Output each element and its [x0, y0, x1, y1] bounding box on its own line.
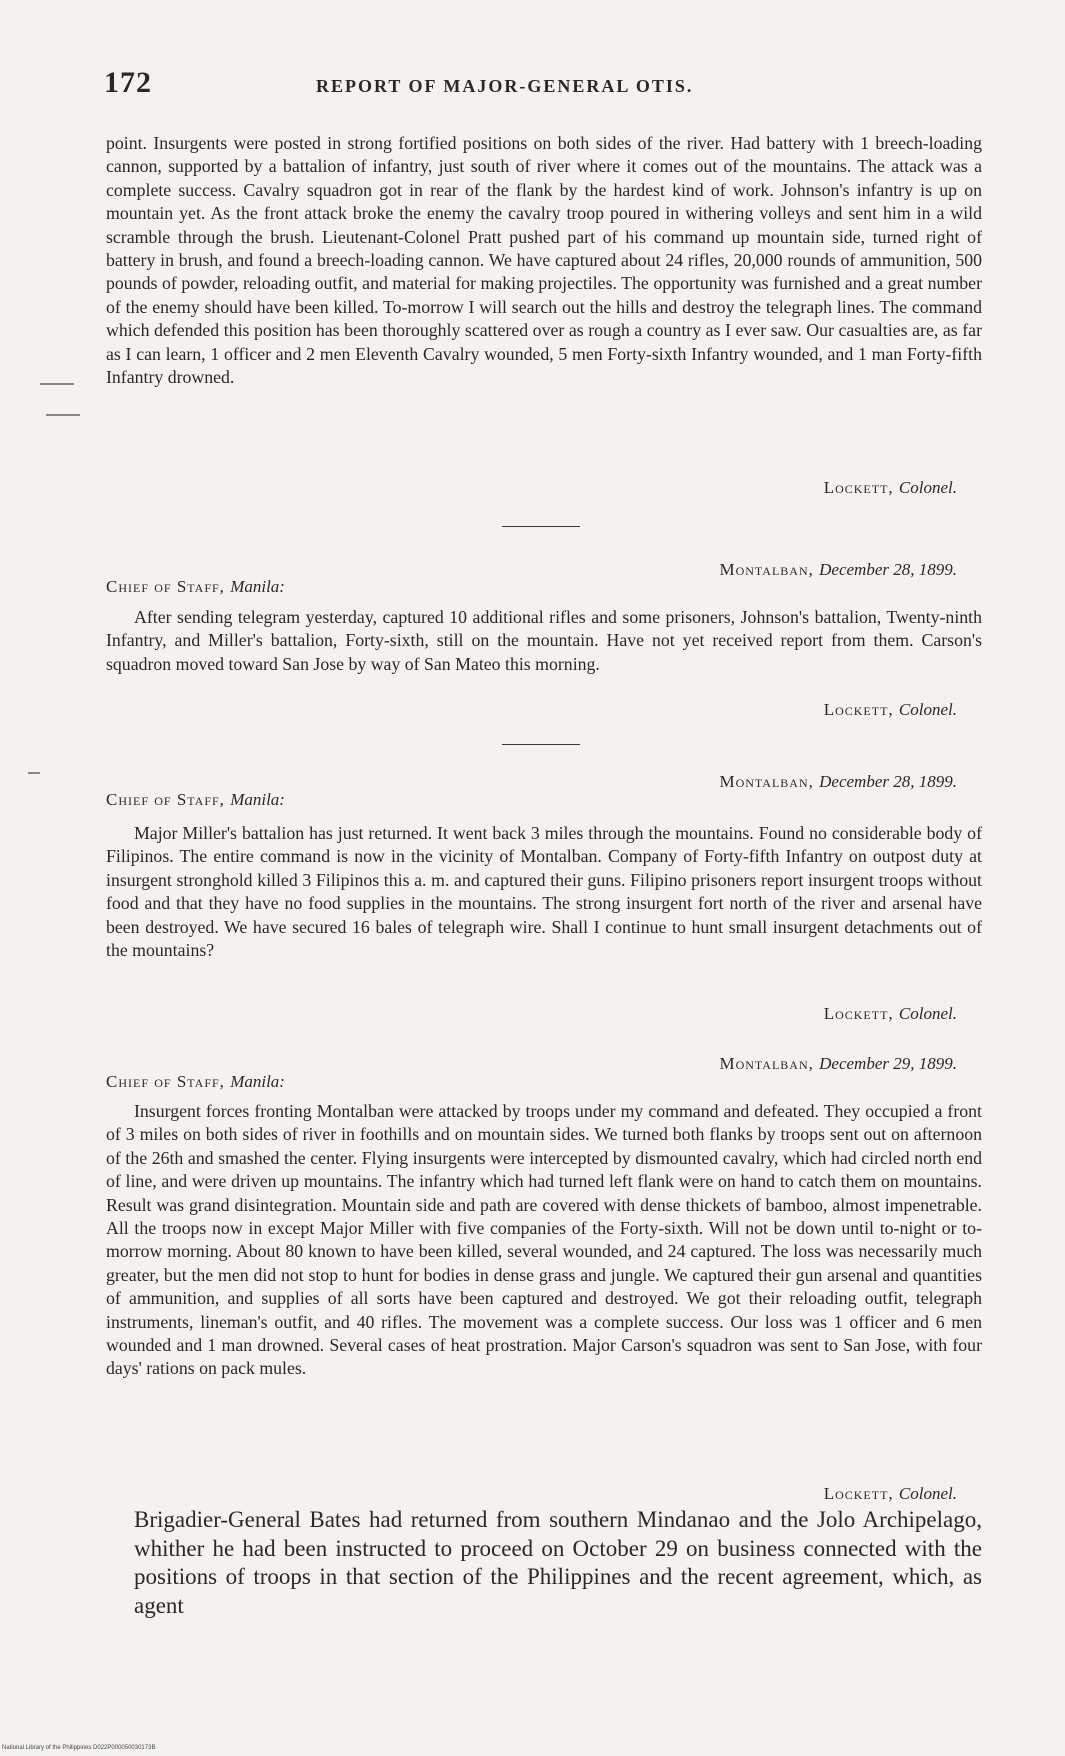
signature-rank: Colonel.: [898, 700, 957, 719]
signature-rank: Colonel.: [898, 1004, 957, 1023]
message-2-body: After sending telegram yesterday, captured 10 additional rifles and some prisoners, Johnson's battalion, Twenty-ninth Infantry, and Miller's battalion, Forty-sixth, still on the mountain. Have not yet received report from them. Carson's squadron moved toward San Jose by way of San Mateo this morning.: [106, 607, 982, 674]
salutation-place: Manila:: [230, 1072, 285, 1091]
dateline-date: December 28, 1899.: [819, 560, 957, 579]
message-3-signature: [824, 1004, 957, 1024]
margin-mark: [46, 414, 80, 416]
message-4-dateline: [719, 1054, 957, 1074]
section-divider: [502, 744, 580, 745]
message-2-salutation: [106, 577, 285, 597]
page-header: [104, 66, 984, 106]
message-3-dateline: [719, 772, 957, 792]
message-1-signature: [824, 478, 957, 498]
salutation-title: Chief of Staff,: [106, 790, 225, 809]
signature-rank: Colonel.: [898, 1484, 957, 1503]
salutation-place: Manila:: [230, 790, 285, 809]
narrative-paragraph: Brigadier-General Bates had returned from southern Mindanao and the Jolo Archipelago, whither he had been instructed to proceed on October 29 on business connected with the positions of troops in that section of the Philippines and the recent agreement, which, as agent: [134, 1507, 982, 1618]
salutation-place: Manila:: [230, 577, 285, 596]
salutation-title: Chief of Staff,: [106, 577, 225, 596]
dateline-place: Montalban,: [719, 560, 814, 579]
running-title: REPORT OF MAJOR-GENERAL OTIS.: [316, 76, 694, 96]
section-divider: [502, 526, 580, 527]
margin-mark: [28, 772, 40, 774]
message-4-salutation: [106, 1072, 285, 1092]
message-1-body: point. Insurgents were posted in strong fortified positions on both sides of the river. Had battery with 1 breech-loading cannon, supported by a battalion of infantry, just south of river where it comes out of the mountains. The attack was a complete success. Cavalry squadron got in rear of the flank by the hardest kind of work. Johnson's infantry is up on mountain yet. As the front attack broke the enemy the cavalry troop poured in withering volleys and sent him in a wild scramble through the brush. Lieutenant-Colonel Pratt pushed part of his command up mountain side, turned right of battery in brush, and found a breech-loading cannon. We have captured about 24 rifles, 20,000 rounds of ammunition, 500 pounds of powder, reloading outfit, and material for making projectiles. The opportunity was furnished and a great number of the enemy should have been killed. To-morrow I will search out the hills and destroy the telegraph lines. The command which defended this position has been thoroughly scattered over as rough a country as I ever saw. Our casualties are, as far as I can learn, 1 officer and 2 men Eleventh Cavalry wounded, 5 men Forty-sixth Infantry wounded, and 1 man Forty-fifth Infantry drowned.: [106, 133, 982, 388]
signature-rank: Colonel.: [898, 478, 957, 497]
dateline-place: Montalban,: [719, 772, 814, 791]
message-2-dateline: [719, 560, 957, 580]
signature-name: Lockett,: [823, 1484, 894, 1503]
salutation-title: Chief of Staff,: [106, 1072, 225, 1091]
dateline-date: December 28, 1899.: [819, 772, 957, 791]
scan-footer: National Library of the Philippines D022P000050030173B: [2, 1745, 156, 1751]
dateline-place: Montalban,: [719, 1054, 814, 1073]
signature-name: Lockett,: [823, 1004, 894, 1023]
margin-mark: [40, 383, 74, 385]
dateline-date: December 29, 1899.: [819, 1054, 957, 1073]
message-4-body: Insurgent forces fronting Montalban were attacked by troops under my command and defeated. They occupied a front of 3 miles on both sides of river in foothills and on mountain sides. We turned both flanks by troops sent out on afternoon of the 26th and smashed the center. Flying insurgents were intercepted by dismounted cavalry, which had circled north end of line, and were driven up mountains. The infantry which had turned left flank were on hand to catch them on mountains. Result was grand disintegration. Mountain side and path are covered with dense thickets of bamboo, almost impenetrable. All the troops now in except Major Miller with five companies of the Forty-sixth. Will not be down until to-night or to-morrow morning. About 80 known to have been killed, several wounded, and 24 captured. The loss was necessarily much greater, but the men did not stop to hunt for bodies in dense grass and jungle. We captured their gun arsenal and quantities of ammunition, and supplies of all sorts have been captured and destroyed. We got their reloading outfit, telegraph instruments, lineman's outfit, and 40 rifles. The movement was a complete success. Our loss was 1 officer and 6 men wounded and 1 man drowned. Several cases of heat prostration. Major Carson's squadron was sent to San Jose, with four days' rations on pack mules.: [106, 1101, 982, 1379]
message-3-salutation: [106, 790, 285, 810]
signature-name: Lockett,: [823, 700, 894, 719]
signature-name: Lockett,: [823, 478, 894, 497]
message-3-body: Major Miller's battalion has just returned. It went back 3 miles through the mountains. Found no considerable body of Filipinos. The entire command is now in the vicinity of Montalban. Company of Forty-fifth Infantry on outpost duty at insurgent stronghold killed 3 Filipinos this a. m. and captured their guns. Filipino prisoners report insurgent troops without food and that they have no food supplies in the mountains. The strong insurgent fort north of the river and arsenal have been destroyed. We have secured 16 bales of telegraph wire. Shall I continue to hunt small insurgent detachments out of the mountains?: [106, 823, 982, 961]
page-number: 172: [104, 66, 152, 99]
message-2-signature: [824, 700, 957, 720]
message-4-signature: [824, 1484, 957, 1504]
